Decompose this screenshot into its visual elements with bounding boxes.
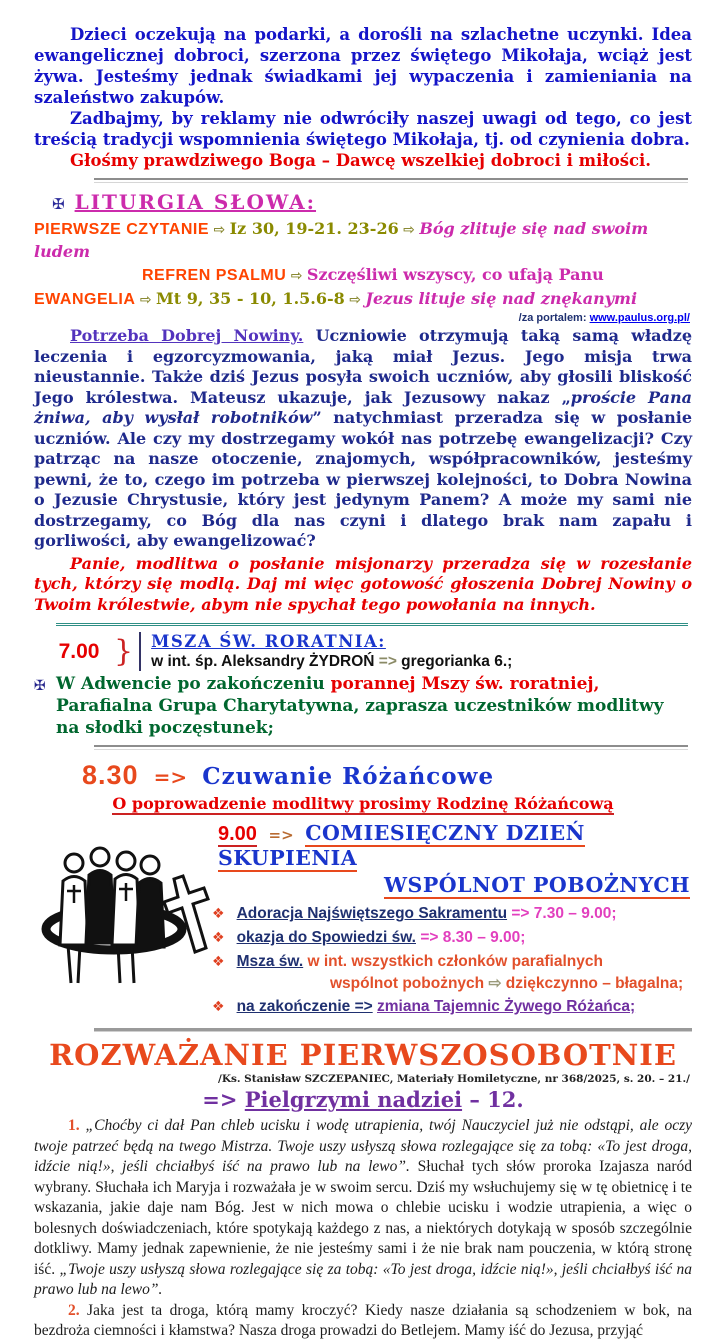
item-time: 7.30 – 9.00; bbox=[533, 905, 617, 922]
item-label: na zakończenie => bbox=[236, 998, 373, 1015]
arrow-icon: ⇨ bbox=[139, 292, 152, 308]
diamond-bullet-icon: ❖ bbox=[212, 906, 225, 922]
reading-description: Bóg zlituje się nad swoim ludem bbox=[34, 219, 649, 261]
scripture-reference: Mt 9, 35 - 10, 1.5.6-8 bbox=[156, 289, 345, 308]
mass-schedule-row bbox=[44, 632, 692, 671]
scripture-reference: Iz 30, 19-21. 23-26 bbox=[229, 219, 399, 238]
intro-paragraph-2: Zadbajmy, by reklamy nie odwróciły naszej uwagi od tego, co jest treścią tradycji wspomnienia świętego Mikołaja, tj. od czynienia dobra. bbox=[34, 109, 692, 149]
cross-icon: ✠ bbox=[34, 678, 46, 694]
advent-notice bbox=[34, 673, 692, 739]
commentary-quote: proście Pana żniwa, aby wysłał robotników bbox=[34, 387, 693, 427]
prayer-paragraph: Panie, modlitwa o posłanie misjonarzy przeradza się w rozesłanie tych, którzy się modlą. Daj mi więc gotowość głoszenia Dobrej Nowiny o Twoim królestwie, abym nie spychał tego powołania na innych. bbox=[34, 553, 692, 614]
arrow-icon: => bbox=[268, 826, 294, 844]
reading-row-first bbox=[34, 218, 692, 263]
reading-description: Jezus lituje się nad znękanymi bbox=[365, 289, 638, 308]
advent-text: Parafialna Grupa Charytatywna, zaprasza uczestników modlitwy na słodki poczęstunek; bbox=[56, 696, 664, 738]
event-title-line2-wrap bbox=[212, 873, 690, 897]
reading-description: Szczęśliwi wszyscy, co ufają Panu bbox=[306, 265, 604, 284]
source-prefix: /za portalem: bbox=[518, 312, 590, 324]
event-time: 8.30 bbox=[82, 760, 139, 790]
commentary-paragraph bbox=[34, 326, 692, 552]
arrow-icon: => bbox=[511, 905, 530, 922]
arrow-icon: ⇨ bbox=[213, 222, 226, 238]
commentary-lead: Potrzeba Dobrej Nowiny. bbox=[70, 326, 304, 345]
item-label: okazja do Spowiedzi św. bbox=[236, 929, 416, 946]
source-link[interactable]: www.paulus.org.pl/ bbox=[589, 312, 690, 324]
mass-time: 7.00 bbox=[58, 639, 100, 663]
recollection-section bbox=[34, 819, 692, 1020]
recollection-content bbox=[212, 819, 692, 1020]
reading-label: REFREN PSALMU bbox=[142, 267, 287, 284]
event-time: 9.00 bbox=[218, 823, 257, 845]
recollection-heading bbox=[218, 821, 692, 870]
vertical-rule bbox=[139, 632, 141, 671]
meditation-paragraph-1 bbox=[34, 1116, 692, 1301]
advent-text: W Adwencie po zakończeniu bbox=[56, 674, 331, 694]
event-title-line1: COMIESIĘCZNY DZIEŃ SKUPIENIA bbox=[218, 821, 585, 870]
liturgy-section bbox=[34, 190, 692, 324]
mass-intention bbox=[151, 653, 512, 670]
event-title-line2: WSPÓLNOT POBOŻNYCH bbox=[384, 873, 690, 897]
arrow-icon: => bbox=[420, 929, 439, 946]
divider bbox=[56, 623, 688, 626]
arrow-icon: => bbox=[153, 765, 188, 789]
item-text: wspólnot pobożnych bbox=[330, 975, 489, 992]
paragraph-number: 2. bbox=[68, 1301, 80, 1319]
event-title: Czuwanie Różańcowe bbox=[202, 763, 495, 790]
item-text: w int. wszystkich członków parafialnych bbox=[303, 953, 603, 970]
list-item bbox=[212, 996, 692, 1018]
item-time: 8.30 – 9.00; bbox=[442, 929, 526, 946]
intro-exhortation: Głośmy prawdziwego Boga – Dawcę wszelkiej dobroci i miłości. bbox=[70, 151, 652, 170]
intention-text: gregorianka 6.; bbox=[396, 653, 513, 670]
meditation-subtitle bbox=[34, 1087, 692, 1112]
list-item bbox=[212, 951, 692, 994]
meditation-section bbox=[34, 1038, 692, 1342]
advent-text-highlight: porannej Mszy św. roratniej, bbox=[330, 674, 600, 694]
reading-label: EWANGELIA bbox=[34, 291, 136, 308]
reading-row-psalm bbox=[34, 264, 692, 287]
rosary-subtitle bbox=[34, 794, 692, 813]
intention-text: w int. śp. Aleksandry ŻYDROŃ bbox=[151, 653, 379, 670]
item-label: Msza św. bbox=[236, 953, 304, 970]
mass-details bbox=[151, 632, 512, 671]
intro-paragraph-1: Dzieci oczekują na podarki, a dorośli na szlachetne uczynki. Idea ewangelicznej dobroci, szerzona przez świętego Mikołaja, wciąż jest żywa. Jesteśmy jednak świadkami jej wypaczenia i zamieniania na szaleństwo zakupów. bbox=[34, 25, 692, 107]
reading-row-gospel bbox=[34, 288, 692, 311]
meditation-credit: /Ks. Stanisław SZCZEPANIEC, Materiały Homiletyczne, nr 368/2025, s. 20. – 21./ bbox=[217, 1073, 690, 1085]
paragraph-text: Słuchał tych słów proroka Izajasza naród wybrany. Słuchała ich Maryja i rozważała je w swoim sercu. Dziś my wsłuchujemy się w tę obietnicę i te wskazania, jakie daje nam Bóg. Jest w nich mowa o chlebie ucisku i wodzie utrapienia, a więc o bolesnych doświadczeniach, które spotykają każdego z nas, a niektórych dotykają w sposób szczególnie dotkliwy. Mamy jednak zapewnienie, że nie jesteśmy sami i że nie brak nam pouczenia, w którą stronę iść. bbox=[34, 1158, 693, 1278]
divider bbox=[94, 745, 688, 750]
arrow-icon: ⇨ bbox=[349, 292, 361, 308]
paragraph-text: Jaka jest ta droga, którą mamy kroczyć? Kiedy nasze działania są schodzeniem w bok, na bezdroża ciemności i kłamstwa? Nasza droga prowadzi do Betlejem. Mamy iść do Jezusa, przyjąć bbox=[34, 1301, 692, 1339]
divider bbox=[94, 1028, 692, 1032]
arrow-icon: ⇨ bbox=[488, 975, 502, 992]
diamond-bullet-icon: ❖ bbox=[212, 930, 225, 946]
community-clipart bbox=[34, 819, 212, 1020]
list-item bbox=[212, 927, 692, 949]
commentary-text: Uczniowie otrzymują taką samą władzę leczenia i egzorcyzmowania, jaką miał Jezus. Jego misja trwa nieustannie. Także dziś Jezus posyła swoich uczniów, aby głosili bliskość Jego królestwa. Mateusz ukazuje, jak Jezusowy nakaz „ bbox=[34, 326, 693, 407]
rosary-subtitle-text: O poprowadzenie modlitwy prosimy Rodzinę Różańcową bbox=[112, 794, 614, 813]
reading-label: PIERWSZE CZYTANIE bbox=[34, 221, 210, 238]
meditation-subtitle-number: – 12. bbox=[462, 1087, 524, 1112]
diamond-bullet-icon: ❖ bbox=[212, 999, 225, 1015]
item-text: zmiana Tajemnic Żywego Różańca; bbox=[377, 998, 636, 1015]
commentary-text: ” natychmiast przeradza się w posłanie uczniów. Ale czy my dostrzegamy wokół nas potrzebę ewangelizacji? Czy patrząc na nasze otoczenie, znajomych, współpracowników, jesteśmy pewni, że to, czego im potrzeba w pierwszej kolejności, to Dobra Nowina o Jezusie Chrystusie, który jest jedynym Panem? A może my sami nie dostrzegamy, co Bóg dla nas czyni i dlatego brak nam zapału i gorliwości, aby ewangelizować? bbox=[34, 408, 693, 550]
scripture-quote: „Twoje uszy usłyszą słowa rozlegające się za tobą: «To jest droga, idźcie nią!», jeśli chciałbyś iść na prawo lub na lewo”. bbox=[34, 1260, 693, 1298]
brace-glyph: } bbox=[114, 634, 134, 669]
rosary-vigil-row bbox=[82, 760, 692, 791]
mass-title: MSZA ŚW. RORATNIA: bbox=[151, 632, 386, 651]
arrow-icon: ⇨ bbox=[290, 268, 303, 284]
paragraph-number: 1. bbox=[68, 1117, 80, 1134]
list-item bbox=[212, 903, 692, 925]
item-text: dziękczynno – błagalna; bbox=[501, 975, 684, 992]
arrow-icon: ⇨ bbox=[403, 222, 415, 238]
liturgy-heading-text: LITURGIA SŁOWA: bbox=[74, 190, 317, 214]
item-text-line2 bbox=[212, 973, 692, 994]
diamond-bullet-icon: ❖ bbox=[212, 954, 225, 970]
meditation-subtitle-text: Pielgrzymi nadziei bbox=[244, 1087, 463, 1112]
arrow-icon: => bbox=[378, 653, 397, 670]
intro-section bbox=[34, 24, 692, 171]
source-attribution bbox=[34, 312, 690, 324]
meditation-paragraph-2 bbox=[34, 1301, 692, 1342]
liturgy-heading bbox=[52, 190, 692, 214]
divider bbox=[94, 178, 688, 183]
item-label: Adoracja Najświętszego Sakramentu bbox=[236, 905, 508, 922]
cross-icon: ✠ bbox=[52, 195, 65, 213]
arrow-icon: => bbox=[202, 1087, 245, 1112]
scripture-quote: „Choćby ci dał Pan chleb ucisku i wodę utrapienia, twój Nauczyciel już nie odstąpi, ale oczy twoje patrzeć będą na twego Mistrza. Twoje uszy usłyszą słowa rozlegające się za tobą: «To jest droga, idźcie nią!», jeśli chciałbyś iść na prawo lub na lewo”. bbox=[34, 1117, 692, 1175]
meditation-title: ROZWAŻANIE PIERWSZOSOBOTNIE bbox=[49, 1038, 677, 1072]
